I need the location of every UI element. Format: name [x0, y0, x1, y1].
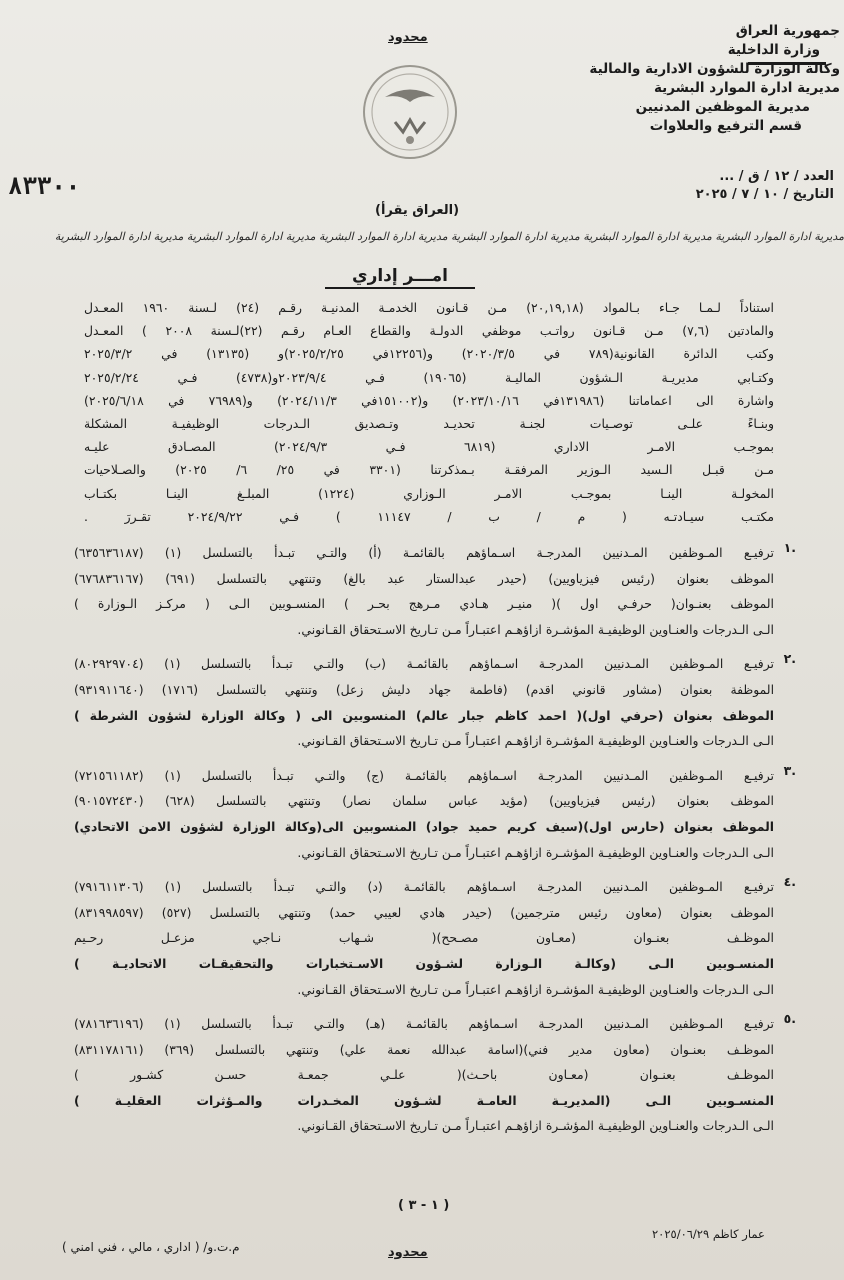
- item-line: ترفيـع المـوظفين المـدنيين المدرجـة اسـماؤهم بالقائمـة (هـ) والتـي تبـدأ بالتسلسل (١) (٧٨١٦٣٦١٩٦): [74, 1016, 774, 1032]
- preamble-line: والمادتين (٧,٦) مـن قـانون رواتـب موظفي الدولـة والقطاع العـام رقـم (٢٢)لـسنة ٢٠٠٨ ) المعـدل: [84, 323, 774, 339]
- document-date: التاريخ / ١٠ / ٧ / ٢٠٢٥: [695, 187, 834, 202]
- order-item: [74, 651, 796, 753]
- preamble-line: بموجـب الامـر الاداري (٦٨١٩ فـي ٢٠٢٤/٩/٣) المصـادق عليـه: [84, 439, 774, 455]
- item-number: .٤: [783, 874, 796, 890]
- item-line: المنسـوبين الـى (وكالـة الـوزارة لشـؤون الاسـتخبارات والتحقيقـات الاتحاديـة ): [74, 955, 774, 971]
- stamped-number: ٨٣٣٠٠: [8, 172, 81, 200]
- order-items: [74, 540, 796, 1148]
- header-line: جمهورية العراق: [735, 23, 840, 39]
- item-line: الموظف بعنوان (معاون رئيس مترجمين) (حيدر هادي لعيبي حمد) وتنتهي بالتسلسل (٥٢٧) (٨٣١٩٩٨٥٩٧): [74, 904, 774, 920]
- item-line: الـى الـدرجات والعنـاوين الوظيفيـة المؤشـرة ازاؤهـم اعتبـاراً مـن تـاريخ الاسـتحقاق القـانوني.: [297, 1118, 774, 1134]
- reference-block: [604, 168, 834, 204]
- preamble-line: المخولـة الينـا بموجـب الامـر الـوزاري (١٢٢٤) المبلـغ الينـا بكتـاب: [84, 485, 774, 501]
- preamble-line: مـن قبـل الـسيد الـوزير المرفقـة بـمذكرتنا (٣٣٠١ في ٢٥/ ٦/ ٢٠٢٥) والصـلاحيات: [84, 462, 774, 478]
- preamble-line: استناداً لـمـا جـاء بـالمواد (٢٠,١٩,١٨) مـن قـانون الخدمـة المدنيـة رقـم (٢٤) لـسنة ١٩٦٠ المعـدل: [84, 300, 774, 315]
- item-number: .٥: [783, 1011, 796, 1027]
- item-line: ترفيـع المـوظفين المـدنيين المدرجـة اسـماؤهم بالقائمـة (د) والتـي تبـدأ بالتسلسل (١) (٧٩١٦١١٣٠٦): [74, 879, 774, 895]
- item-line: الـى الـدرجات والعنـاوين الوظيفيـة المؤشـرة ازاؤهـم اعتبـاراً مـن تـاريخ الاسـتحقاق القـانوني.: [297, 733, 774, 749]
- item-line: الموظـف بعنـوان (معاون مدير فني)(اسامة عبدالله نعمة علي) وتنتهي بالتسلسل (٣٦٩) (٨٣١١٧٨١٦١): [74, 1041, 774, 1057]
- distribution-note: م.ت.و/ ( اداري ، مالي ، فني امني ): [62, 1240, 240, 1254]
- item-line: الـى الـدرجات والعنـاوين الوظيفيـة المؤشـرة ازاؤهـم اعتبـاراً مـن تـاريخ الاسـتحقاق القـانوني.: [297, 844, 774, 860]
- item-line: الموظف بعنـوان( حرفـي اول )( منيـر هـادي مـرهج بحـر ) المنسـوبين الـى ( مركـز الـوزارة ): [74, 596, 774, 612]
- watermark-strip: مديرية ادارة الموارد البشرية مديرية ادارة الموارد البشرية مديرية ادارة الموارد البشرية مديرية ادارة الموارد البشرية مديرية ادارة الموارد البشرية مديرية ادارة الموارد البشرية: [54, 230, 844, 243]
- order-item: [74, 874, 796, 1002]
- preamble-line: مكتـب سيـادتـه ( م / ب / ١١١٤٧ ) فـي ٢٠٢٤/٩/٢٢ تقـررَ .: [84, 508, 775, 524]
- item-number: .٣: [783, 762, 796, 778]
- order-item: [74, 540, 796, 642]
- item-line: الـى الـدرجات والعنـاوين الوظيفيـة المؤشـرة ازاؤهـم اعتبـاراً مـن تـاريخ الاسـتحقاق القـانوني.: [297, 981, 774, 997]
- item-number: .٢: [783, 651, 796, 667]
- order-item: [74, 1011, 796, 1139]
- header-line: مديرية الموظفين المدنيين: [635, 99, 810, 115]
- page-number: ( ١ - ٣ ): [398, 1198, 450, 1213]
- item-line: الموظف بعنوان (حرفي اول)( احمد كاظم جبار عالم) المنسوبين الى ( وكالة الوزارة لشؤون الشرطة ): [74, 707, 774, 723]
- ministry-emblem-icon: [355, 52, 465, 172]
- header-line: وزارة الداخلية: [727, 42, 820, 58]
- preamble-line: وبنـاءً علـى توصـيات لجنـة تحديـد وتـصديق الـدرجات الوظيفيـة المشكلة: [84, 416, 774, 432]
- order-item: [74, 762, 796, 865]
- header-line: وكالة الوزارة للشؤون الادارية والمالية: [589, 61, 840, 77]
- classification-top: محدود: [388, 30, 428, 45]
- item-line: ترفيـع المـوظفين المـدنيين المدرجـة اسـماؤهم بالقائمـة (ج) والتـي تبـدأ بالتسلسل (١) (٧٢١٥٦١١٨٢): [74, 767, 774, 783]
- page-title: امـــر إداري: [325, 266, 475, 289]
- item-line: ترفيـع المـوظفين المـدنيين المدرجـة اسـماؤهم بالقائمـة (أ) والتـي تبـدأ بالتسلسل (١) (٦٣٥٦٣٦١٨٧): [74, 545, 774, 560]
- preamble-line: وكتـابي مديريـة الـشؤون الماليـة (١٩٠٦٥) فـي ٢٠٢٣/٩/٤و(٤٧٣٨) فـي ٢٠٢٥/٢/٢٤: [84, 369, 775, 385]
- header-line: قسم الترفيع والعلاوات: [649, 118, 802, 134]
- classification-bottom: محدود: [388, 1245, 428, 1260]
- issuer-header: [540, 22, 840, 136]
- motto: (العراق يقرأ): [375, 203, 460, 218]
- item-line: الموظـف بعنـوان (معـاون باحـث)( علـي جمعـة حسـن كشـور ): [74, 1067, 774, 1083]
- item-number: .١: [783, 540, 796, 555]
- preamble-line: وكتب الدائرة القانونية(٧٨٩ في ٢٠٢٠/٣/٥) و(١٢٢٥٦في ٢٠٢٥/٢/٢٥)و (١٣١٣٥) في ٢٠٢٥/٣/٢: [84, 346, 775, 362]
- item-line: المنسـوبين الـى (المديريـة العامـة لشـؤون المخـدرات والمـؤثرات العقليـة ): [74, 1092, 774, 1108]
- item-line: الموظف بعنوان (حارس اول)(سيف كريم حميد جواد) المنسوبين الى(وكالة الوزارة لشؤون الامن الاتحادي): [74, 818, 774, 834]
- preamble-line: واشارة الى اعماماتنا (١٣١٩٨٦في ٢٠٢٣/١٠/١٦) و(١٥١٠٠٢في ٢٠٢٤/١١/٣) و(٧٦٩٨٩ في ٢٠٢٥/٦/١٨): [84, 392, 774, 408]
- item-line: الموظف بعنوان (رئيس فيزياويين) (حيدر عبدالستار عبد بالغ) وتنتهي بالتسلسل (٦٩١) (٦٧٦٨٣٦١٦٧): [74, 570, 774, 586]
- header-line: مديرية ادارة الموارد البشرية: [653, 80, 840, 96]
- reference-number: العدد / ١٢ / ق / ...: [719, 169, 834, 184]
- item-line: الموظـف بعنـوان (معـاون مصـحح)( شـهاب نـاجي مزعـل رحـيم: [74, 930, 774, 946]
- item-line: ترفيـع المـوظفين المـدنيين المدرجـة اسـماؤهم بالقائمـة (ب) والتـي تبـدأ بالتسلسل (١) (٨٠٢٩٢٩٧٠٤): [74, 656, 774, 672]
- signature-note: عمار كاظم ٢٠٢٥/٠٦/٢٩: [652, 1227, 765, 1241]
- item-line: الموظفة بعنوان (مشاور قانوني اقدم) (فاطمة جهاد دليش زعل) وتنتهي بالتسلسل (١٧١٦) (٩٣١٩١١٦٤٠): [74, 681, 774, 697]
- item-line: الـى الـدرجات والعنـاوين الوظيفيـة المؤشـرة ازاؤهـم اعتبـاراً مـن تـاريخ الاسـتحقاق القـانوني.: [297, 621, 774, 637]
- preamble: [84, 296, 774, 528]
- item-line: الموظف بعنوان (رئيس فيزياويين) (مؤيد عباس سلمان نصار) وتنتهي بالتسلسل (٦٢٨) (٩٠١٥٧٢٤٣٠): [74, 793, 774, 809]
